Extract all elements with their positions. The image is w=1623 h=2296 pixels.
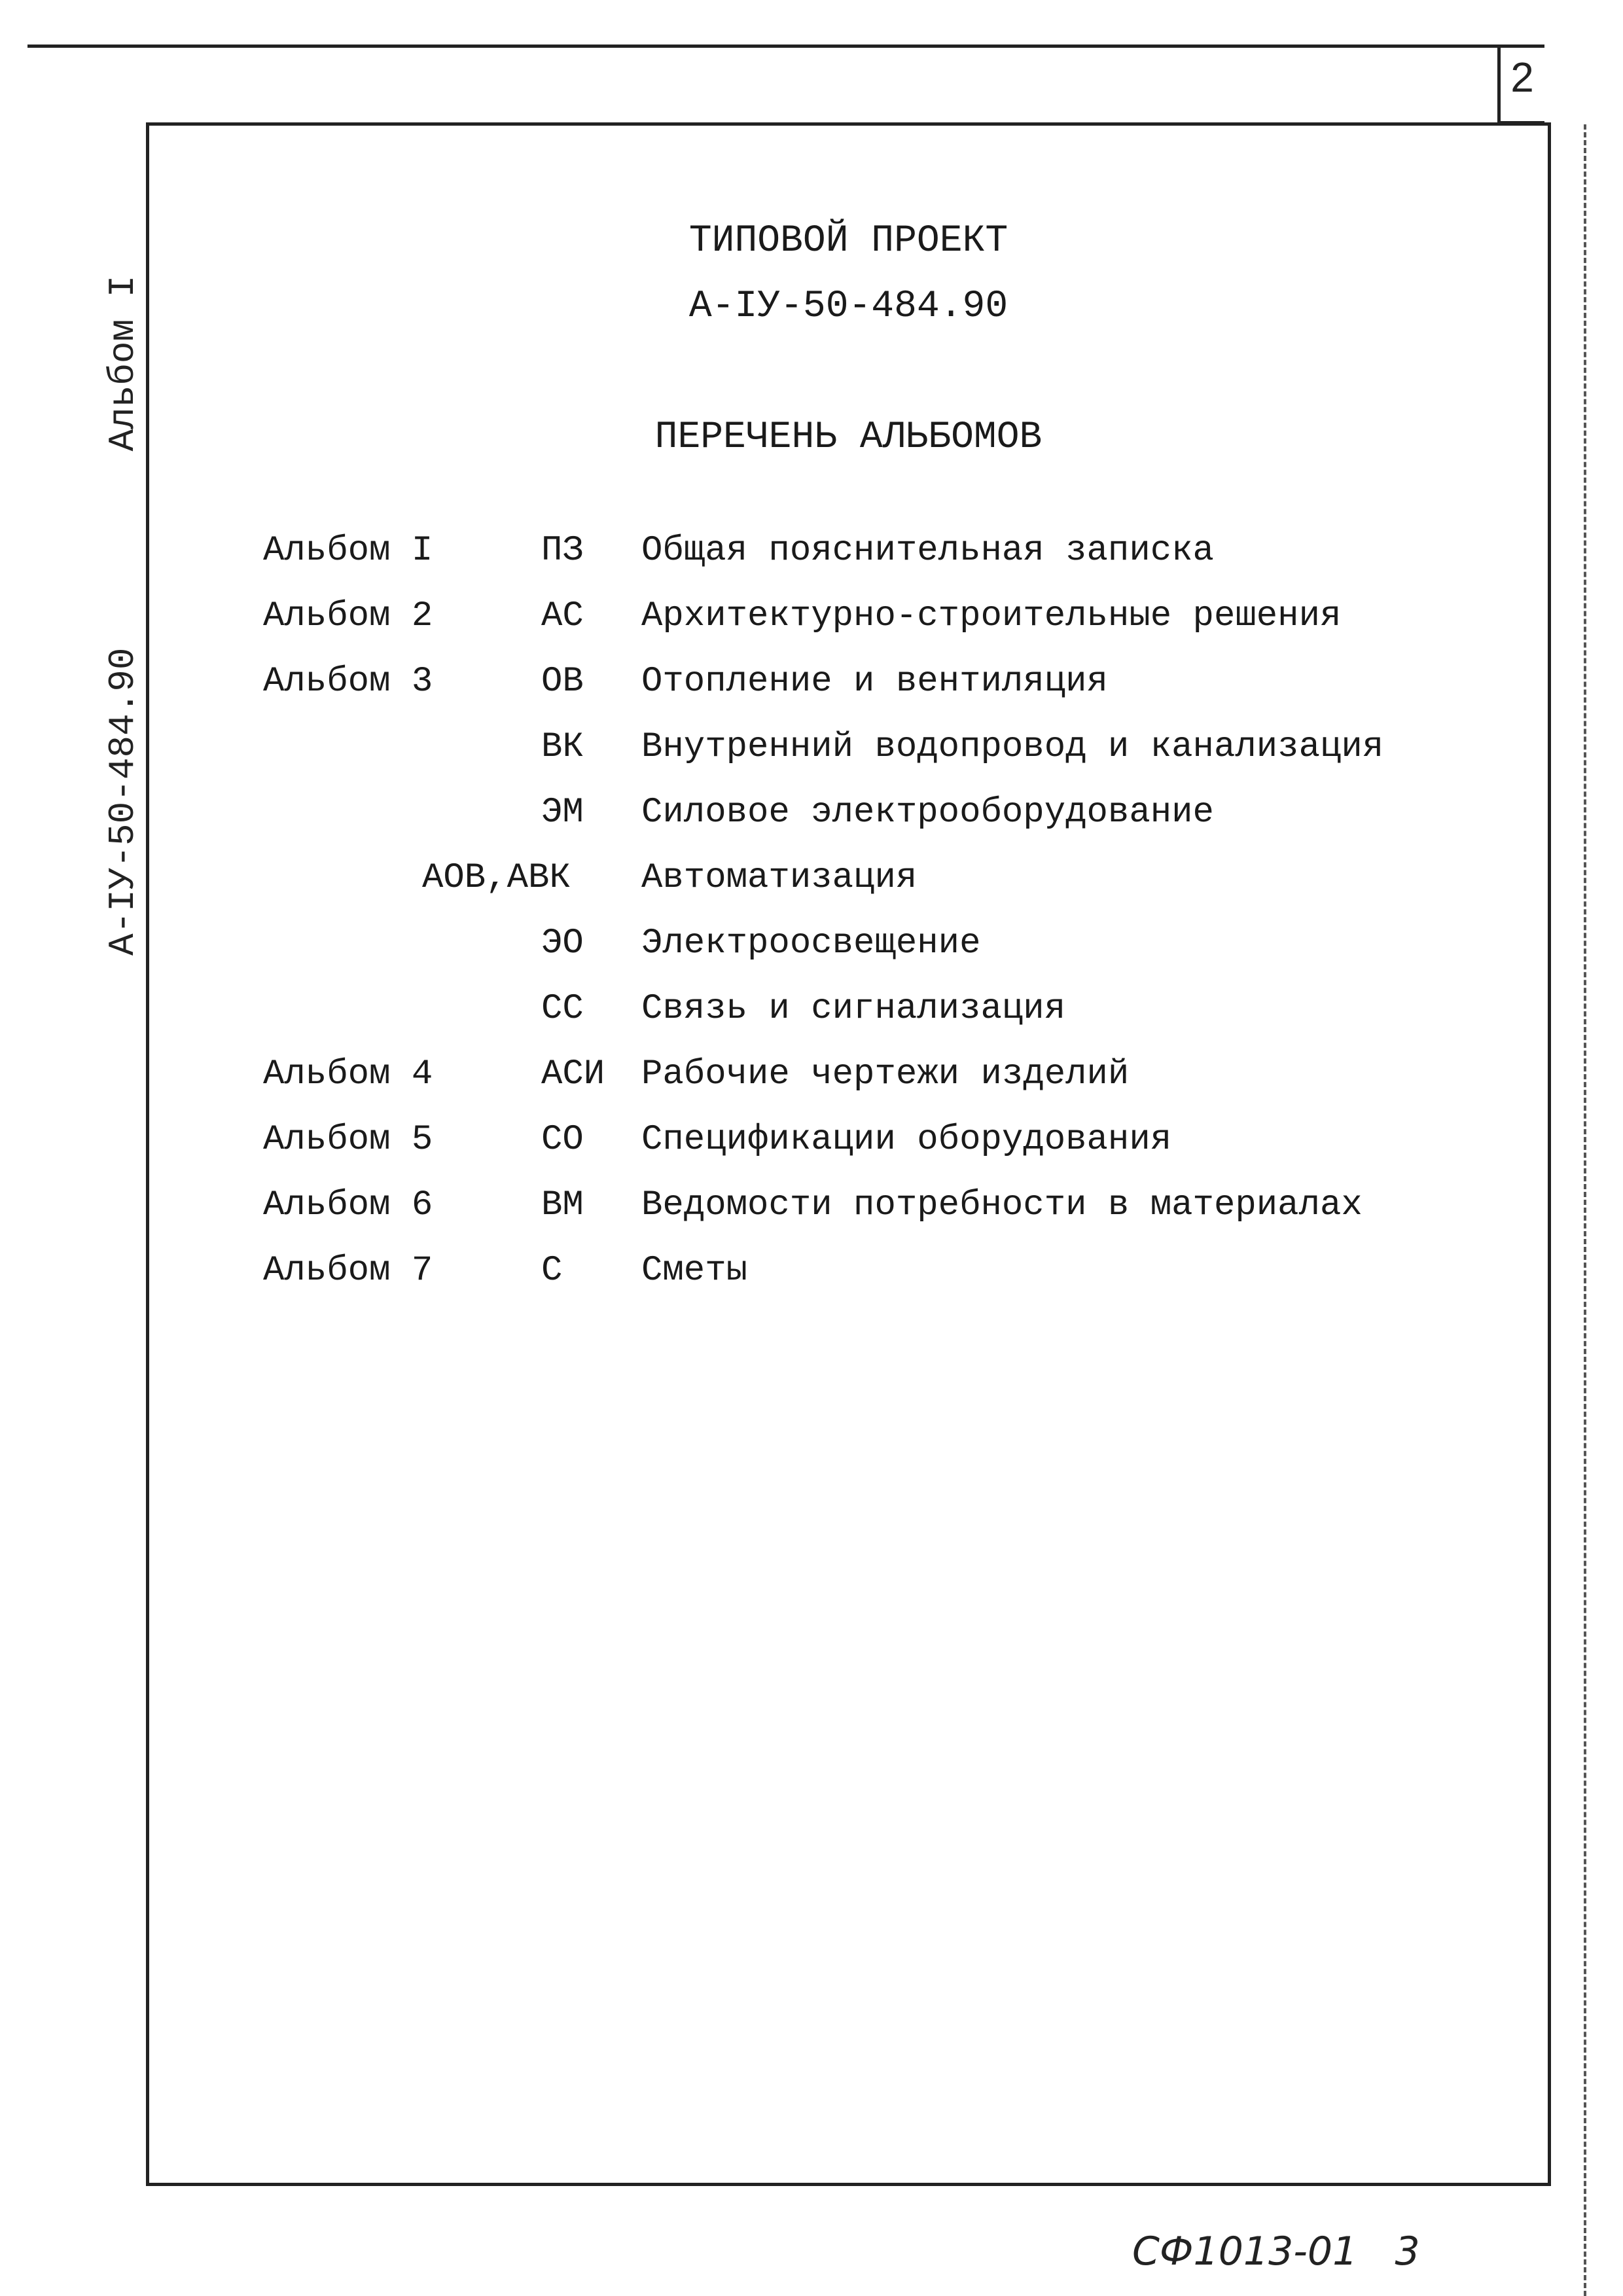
album-number: Альбом I: [263, 531, 433, 571]
album-title: Архитектурно-строительные решения: [641, 596, 1342, 636]
album-code: СО: [541, 1120, 584, 1160]
album-title: Рабочие чертежи изделий: [641, 1054, 1130, 1094]
album-code: ВМ: [541, 1185, 584, 1225]
album-title: Автоматизация: [641, 858, 918, 898]
album-number: Альбом 7: [263, 1251, 433, 1291]
album-number: Альбом 6: [263, 1185, 433, 1225]
album-row: [0, 1253, 1623, 1299]
side-stamp-project: А-IУ-50-484.90: [102, 647, 144, 956]
album-number: Альбом 5: [263, 1120, 433, 1160]
album-row: [0, 795, 1623, 841]
album-row: [0, 596, 1623, 645]
album-title: Сметы: [641, 1251, 748, 1291]
album-title: Отопление и вентиляция: [641, 662, 1108, 702]
album-code: ПЗ: [541, 531, 584, 571]
album-code: АСИ: [541, 1054, 605, 1094]
album-number: Альбом 4: [263, 1054, 433, 1094]
album-row: [0, 989, 1623, 1037]
album-row: [0, 926, 1623, 972]
album-code: АОВ,АВК: [422, 858, 571, 898]
side-stamp-album: Альбом I: [102, 275, 144, 452]
album-row: [0, 858, 1623, 906]
album-title: Электроосвещение: [641, 924, 981, 963]
album-title: Ведомости потребности в материалах: [641, 1185, 1363, 1225]
album-code: СС: [541, 989, 584, 1029]
footer-doc-code: СФ1013-01: [1132, 2229, 1358, 2274]
footer-sheet-number: 3: [1395, 2229, 1420, 2274]
album-title: Общая пояснительная записка: [641, 531, 1214, 571]
top-rule: [27, 45, 1544, 48]
album-list-title: ПЕРЕЧЕНЬ АЛЬБОМОВ: [654, 416, 1043, 459]
album-title: Связь и сигнализация: [641, 989, 1066, 1029]
album-code: АС: [541, 596, 584, 636]
album-code: ЭО: [541, 924, 584, 963]
album-row: [0, 1185, 1623, 1234]
album-row: [0, 533, 1623, 579]
album-code: ЭМ: [541, 793, 584, 833]
album-number: Альбом 2: [263, 596, 433, 636]
album-row: [0, 727, 1623, 776]
album-code: С: [541, 1251, 563, 1291]
album-title: Спецификации оборудования: [641, 1120, 1172, 1160]
doc-title-line2: А-IУ-50-484.90: [688, 285, 1008, 328]
footer-stamp: [1132, 2229, 1420, 2274]
doc-title-line1: ТИПОВОЙ ПРОЕКТ: [688, 220, 1008, 262]
album-title: Внутренний водопровод и канализация: [641, 727, 1384, 767]
album-row: [0, 1122, 1623, 1168]
album-title: Силовое электрооборудование: [641, 793, 1214, 833]
page-number: 2: [1510, 54, 1534, 101]
album-code: ВК: [541, 727, 584, 767]
album-code: ОВ: [541, 662, 584, 702]
album-number: Альбом 3: [263, 662, 433, 702]
album-row: [0, 1054, 1623, 1103]
album-row: [0, 664, 1623, 710]
